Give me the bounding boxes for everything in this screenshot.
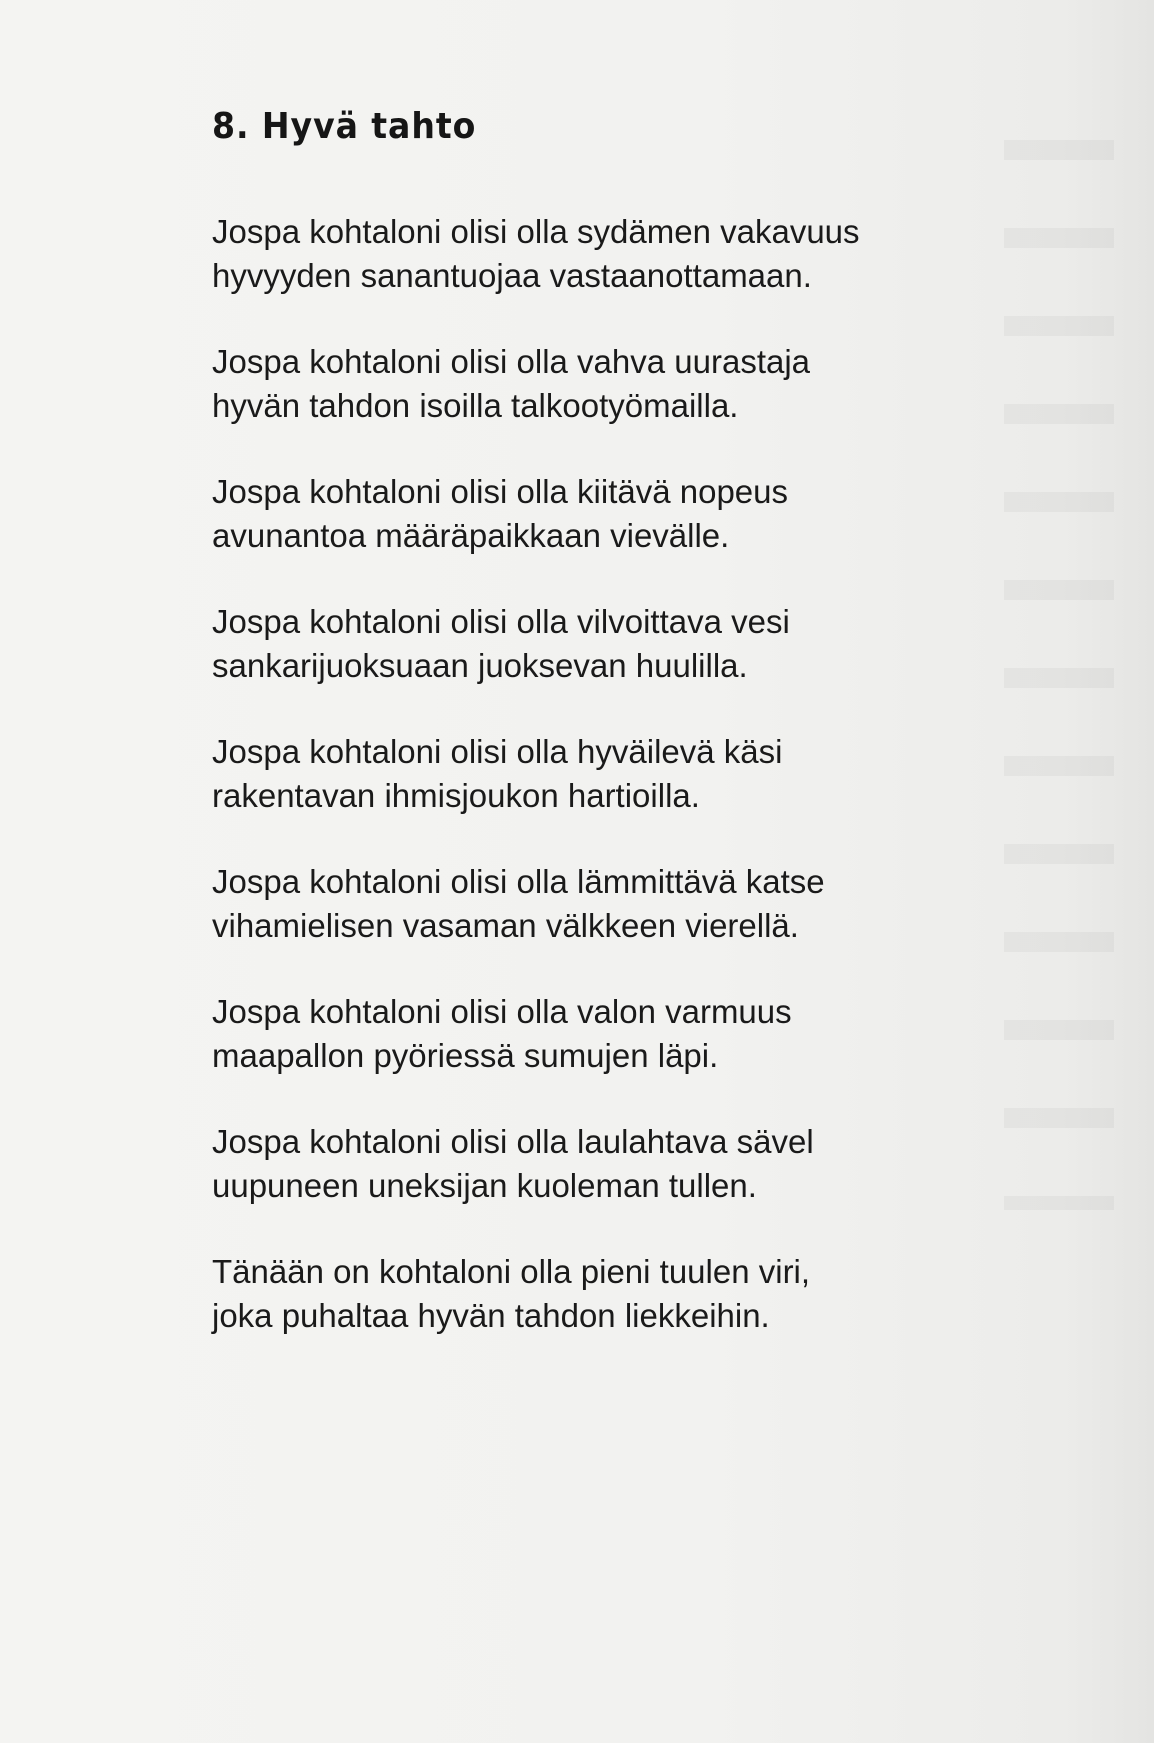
stanza-9 xyxy=(212,1250,1012,1338)
stanza-3 xyxy=(212,470,1012,558)
poem-line: hyvän tahdon isoilla talkootyömailla. xyxy=(212,387,739,424)
poem-line: hyvyyden sanantuojaa vastaanottamaan. xyxy=(212,257,812,294)
poem-line: Jospa kohtaloni olisi olla vilvoittava vesi xyxy=(212,603,790,640)
poem-line: Jospa kohtaloni olisi olla sydämen vakavuus xyxy=(212,213,860,250)
stanza-1 xyxy=(212,210,1012,298)
poem-line: vihamielisen vasaman välkkeen vierellä. xyxy=(212,907,799,944)
stanza-2 xyxy=(212,340,1012,428)
stanza-8 xyxy=(212,1120,1012,1208)
poem-line: Tänään on kohtaloni olla pieni tuulen viri, xyxy=(212,1253,811,1290)
poem-line: Jospa kohtaloni olisi olla vahva uurastaja xyxy=(212,343,811,380)
stanza-6 xyxy=(212,860,1012,948)
stanza-4 xyxy=(212,600,1012,688)
poem-line: Jospa kohtaloni olisi olla valon varmuus xyxy=(212,993,792,1030)
poem-line: joka puhaltaa hyvän tahdon liekkeihin. xyxy=(212,1297,770,1334)
poem-line: maapallon pyöriessä sumujen läpi. xyxy=(212,1037,719,1074)
poem-body xyxy=(212,210,1012,1380)
show-through-text xyxy=(1004,110,1114,1210)
stanza-7 xyxy=(212,990,1012,1078)
poem-line: Jospa kohtaloni olisi olla laulahtava sävel xyxy=(212,1123,814,1160)
poem-line: Jospa kohtaloni olisi olla hyväilevä käsi xyxy=(212,733,783,770)
stanza-5 xyxy=(212,730,1012,818)
poem-line: rakentavan ihmisjoukon hartioilla. xyxy=(212,777,700,814)
poem-line: Jospa kohtaloni olisi olla kiitävä nopeus xyxy=(212,473,789,510)
poem-title: 8. Hyvä tahto xyxy=(212,106,477,147)
poem-line: sankarijuoksuaan juoksevan huulilla. xyxy=(212,647,748,684)
poem-line: avunantoa määräpaikkaan vievälle. xyxy=(212,517,730,554)
poem-line: Jospa kohtaloni olisi olla lämmittävä katse xyxy=(212,863,825,900)
poem-line: uupuneen uneksijan kuoleman tullen. xyxy=(212,1167,757,1204)
